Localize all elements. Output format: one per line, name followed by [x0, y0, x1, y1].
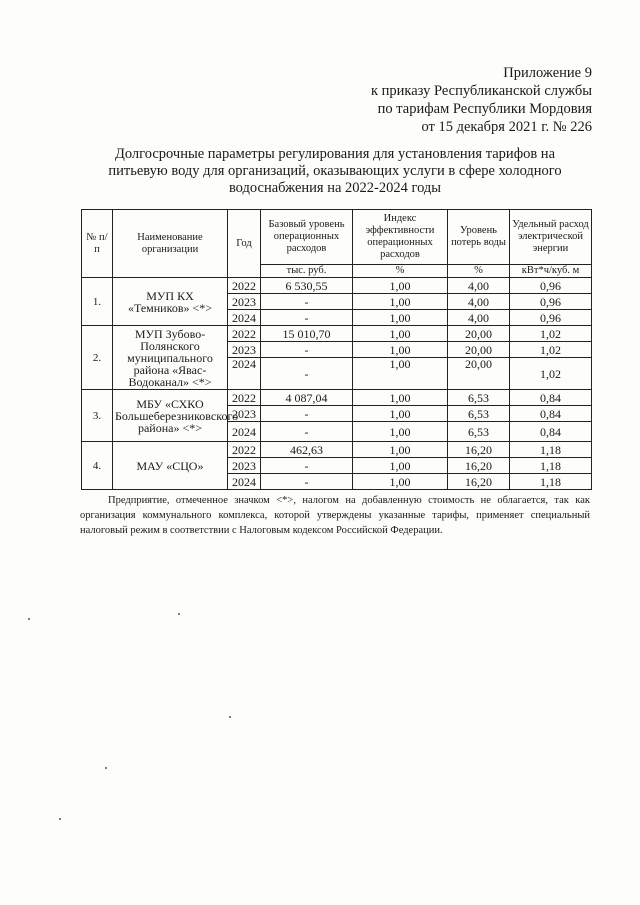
- unit-energy-use: кВт*ч/куб. м: [510, 265, 592, 278]
- cell-year: 2022: [228, 326, 261, 342]
- row-num: 2.: [82, 326, 113, 390]
- title-line: Долгосрочные параметры регулирования для установления тарифов на: [114, 146, 556, 162]
- cell-base-opex: -: [261, 458, 353, 474]
- cell-water-loss: 16,20: [448, 458, 510, 474]
- cell-year: 2024: [228, 422, 261, 442]
- cell-water-loss: 4,00: [448, 278, 510, 294]
- cell-energy-use: 0,84: [510, 422, 592, 442]
- cell-energy-use: 0,84: [510, 406, 592, 422]
- cell-efficiency-index: 1,00: [353, 278, 448, 294]
- cell-energy-use: 0,96: [510, 278, 592, 294]
- cell-energy-use: 0,96: [510, 294, 592, 310]
- parameters-table: [81, 209, 592, 490]
- scan-speck: [229, 716, 231, 718]
- cell-water-loss: 4,00: [448, 294, 510, 310]
- cell-water-loss: 20,00: [448, 358, 510, 390]
- cell-base-opex: -: [261, 342, 353, 358]
- document-title: [80, 146, 590, 197]
- cell-water-loss: 16,20: [448, 442, 510, 458]
- cell-energy-use: 1,02: [510, 326, 592, 342]
- cell-energy-use: 1,02: [510, 358, 592, 390]
- cell-year: 2023: [228, 294, 261, 310]
- header-energy-use: Удельный расход электрической энергии: [510, 210, 592, 265]
- cell-efficiency-index: 1,00: [353, 422, 448, 442]
- cell-efficiency-index: 1,00: [353, 474, 448, 490]
- title-line: водоснабжения на 2022-2024 годы: [228, 180, 442, 196]
- cell-efficiency-index: 1,00: [353, 358, 448, 390]
- scan-speck: [105, 767, 107, 769]
- table-row: [82, 390, 592, 406]
- table-row: [82, 326, 592, 342]
- cell-base-opex: 6 530,55: [261, 278, 353, 294]
- cell-water-loss: 6,53: [448, 422, 510, 442]
- cell-base-opex: 4 087,04: [261, 390, 353, 406]
- cell-water-loss: 4,00: [448, 310, 510, 326]
- cell-base-opex: -: [261, 358, 353, 390]
- cell-base-opex: 462,63: [261, 442, 353, 458]
- unit-water-loss: %: [448, 265, 510, 278]
- cell-water-loss: 6,53: [448, 406, 510, 422]
- cell-efficiency-index: 1,00: [353, 442, 448, 458]
- cell-efficiency-index: 1,00: [353, 342, 448, 358]
- org-name: МУП КХ «Темников» <*>: [113, 278, 228, 326]
- cell-base-opex: 15 010,70: [261, 326, 353, 342]
- cell-year: 2024: [228, 358, 261, 390]
- cell-efficiency-index: 1,00: [353, 326, 448, 342]
- appendix-block: [371, 64, 592, 136]
- title-line: питьевую воду для организаций, оказывающих услуги в сфере холодного: [108, 163, 562, 179]
- cell-water-loss: 6,53: [448, 390, 510, 406]
- cell-base-opex: -: [261, 422, 353, 442]
- cell-year: 2024: [228, 310, 261, 326]
- unit-efficiency-index: %: [353, 265, 448, 278]
- appendix-number: Приложение 9: [503, 65, 592, 81]
- cell-energy-use: 1,18: [510, 474, 592, 490]
- org-name: МУП Зубово-Полянского муниципального района «Явас-Водоканал» <*>: [113, 326, 228, 390]
- cell-energy-use: 0,96: [510, 310, 592, 326]
- header-year: Год: [228, 210, 261, 278]
- table-row: [82, 442, 592, 458]
- cell-base-opex: -: [261, 294, 353, 310]
- appendix-authority: по тарифам Республики Мордовия: [377, 101, 592, 117]
- cell-energy-use: 0,84: [510, 390, 592, 406]
- cell-energy-use: 1,02: [510, 342, 592, 358]
- cell-base-opex: -: [261, 474, 353, 490]
- cell-efficiency-index: 1,00: [353, 406, 448, 422]
- cell-base-opex: -: [261, 406, 353, 422]
- cell-base-opex: -: [261, 310, 353, 326]
- row-num: 4.: [82, 442, 113, 490]
- table-row: [82, 278, 592, 294]
- cell-energy-use: 1,18: [510, 458, 592, 474]
- cell-year: 2022: [228, 442, 261, 458]
- cell-efficiency-index: 1,00: [353, 458, 448, 474]
- org-name: МАУ «СЦО»: [113, 442, 228, 490]
- row-num: 1.: [82, 278, 113, 326]
- appendix-date: от 15 декабря 2021 г. № 226: [421, 119, 592, 135]
- cell-year: 2024: [228, 474, 261, 490]
- cell-energy-use: 1,18: [510, 442, 592, 458]
- row-num: 3.: [82, 390, 113, 442]
- cell-water-loss: 20,00: [448, 326, 510, 342]
- appendix-order-ref: к приказу Республиканской службы: [370, 83, 592, 99]
- vat-footnote: Предприятие, отмеченное значком <*>, налогом на добавленную стоимость не облагается, так как организация коммунального комплекса, которой утверждены указанные тарифы, применяет специальный налоговый режим в соответствии с Налоговым кодексом Российской Федерации.: [80, 495, 590, 536]
- org-name: МБУ «СХКО Большеберезниковского района» <*>: [113, 390, 228, 442]
- cell-water-loss: 20,00: [448, 342, 510, 358]
- header-water-loss: Уровень потерь воды: [448, 210, 510, 265]
- scan-speck: [178, 613, 180, 615]
- cell-water-loss: 16,20: [448, 474, 510, 490]
- header-name: Наименование организации: [113, 210, 228, 278]
- cell-year: 2023: [228, 342, 261, 358]
- header-efficiency-index: Индекс эффективности операционных расходов: [353, 210, 448, 265]
- cell-year: 2022: [228, 278, 261, 294]
- cell-year: 2023: [228, 406, 261, 422]
- scan-speck: [59, 818, 61, 820]
- cell-year: 2023: [228, 458, 261, 474]
- cell-efficiency-index: 1,00: [353, 310, 448, 326]
- scan-speck: [28, 618, 30, 620]
- cell-year: 2022: [228, 390, 261, 406]
- header-base-opex: Базовый уровень операционных расходов: [261, 210, 353, 265]
- cell-efficiency-index: 1,00: [353, 294, 448, 310]
- unit-base-opex: тыс. руб.: [261, 265, 353, 278]
- header-num: № п/п: [82, 210, 113, 278]
- cell-efficiency-index: 1,00: [353, 390, 448, 406]
